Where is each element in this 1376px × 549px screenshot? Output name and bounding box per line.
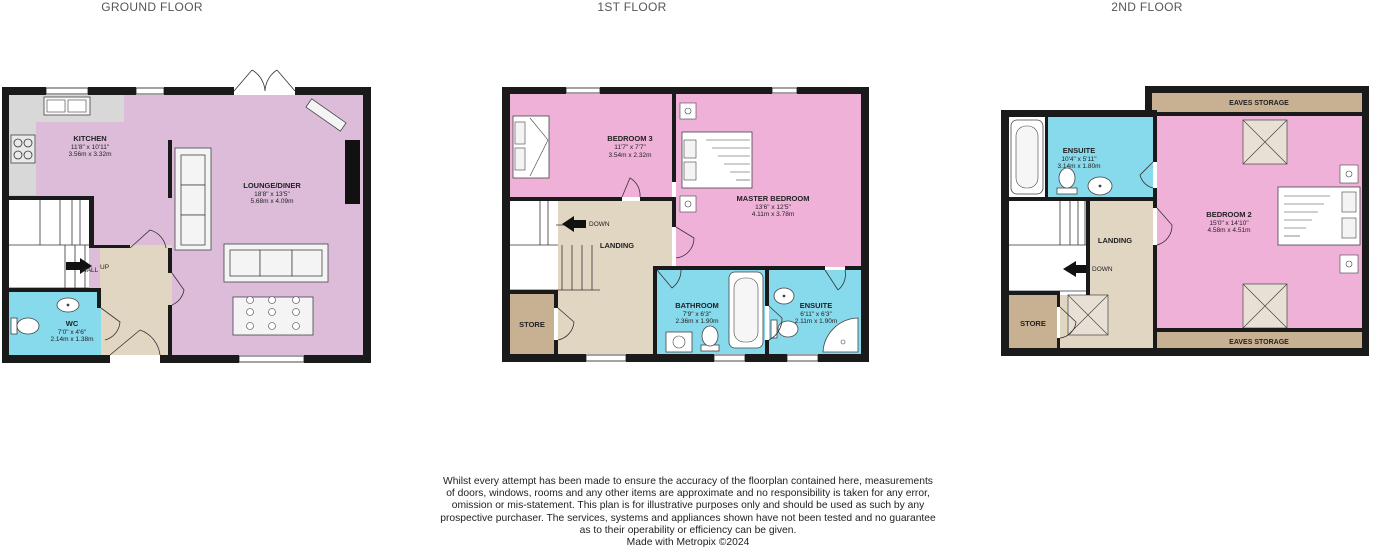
- bedroom3-name: BEDROOM 3: [607, 134, 653, 143]
- ground-stairs-area: [9, 200, 89, 288]
- eaves-top-label: EAVES STORAGE: [1229, 100, 1289, 107]
- ensuite-basin-icon: [774, 288, 794, 304]
- bed3-icon: [513, 116, 549, 178]
- hob-icon: [11, 135, 35, 163]
- ensuite2-bath-icon: [1011, 120, 1043, 194]
- bedroom2-name: BEDROOM 2: [1206, 210, 1252, 219]
- ensuite1-metric: 2.11m x 1.90m: [794, 318, 838, 325]
- bathroom-metric: 2.36m x 1.90m: [675, 318, 719, 325]
- bathroom-toilet-icon: [701, 326, 719, 351]
- up-label: UP: [100, 264, 110, 271]
- second-floor-title: 2ND FLOOR: [1111, 0, 1183, 14]
- second-store-label: STORE: [1020, 319, 1046, 328]
- bathtub-icon: [729, 272, 763, 348]
- second-down-arrow-icon: [1063, 261, 1090, 277]
- french-doors-icon: [234, 70, 295, 91]
- first-down-label: DOWN: [589, 221, 610, 228]
- sofa-right-icon: [224, 244, 328, 282]
- dining-table-icon: [233, 297, 313, 336]
- kitchen-imperial: 11'8" x 10'11": [70, 144, 110, 151]
- ensuite2-imperial: 10'4" x 5'11": [1061, 156, 1097, 163]
- first-stairs-area: [510, 201, 558, 290]
- disclaimer-line: prospective purchaser. The services, systems and appliances shown have not been tested and no guarantee: [440, 512, 936, 524]
- first-store-label: STORE: [519, 320, 545, 329]
- bedroom3-metric: 3.54m x 2.32m: [608, 152, 652, 159]
- master-bedroom-metric: 4.11m x 3.78m: [751, 211, 795, 218]
- second-stairs: [1009, 201, 1090, 291]
- lounge-name: LOUNGE/DINER: [243, 181, 301, 190]
- second-floor: [1001, 0, 1369, 356]
- ensuite2-metric: 3.14m x 1.80m: [1057, 163, 1101, 170]
- ground-floor: [2, 0, 371, 363]
- ensuite2-basin-icon: [1088, 177, 1112, 195]
- bedroom2-metric: 4.58m x 4.51m: [1207, 227, 1251, 234]
- disclaimer-line: as to their operability or efficiency can be given.: [579, 524, 797, 536]
- master-bedroom-name: MASTER BEDROOM: [736, 194, 810, 203]
- master-bedroom-imperial: 13'6" x 12'5": [755, 204, 791, 211]
- sofa-left-icon: [175, 148, 211, 250]
- wc-metric: 2.14m x 1.38m: [50, 336, 94, 343]
- kitchen-name: KITCHEN: [73, 134, 107, 143]
- bathroom-name: BATHROOM: [675, 301, 719, 310]
- hall-fill: [100, 245, 172, 355]
- bathroom-imperial: 7'9" x 6'3": [682, 311, 712, 318]
- kitchen-metric: 3.56m x 3.32m: [68, 151, 112, 158]
- fireplace-icon: [345, 140, 360, 204]
- disclaimer-line: omission or mis-statement. This plan is for illustrative purposes only and should be used as such by any: [451, 500, 925, 512]
- disclaimer: [400, 476, 976, 549]
- disclaimer-line: Whilst every attempt has been made to ensure the accuracy of the floorplan contained here, measurements: [443, 476, 933, 487]
- first-landing-label: LANDING: [599, 241, 635, 250]
- ensuite2-name: ENSUITE: [1062, 146, 1096, 155]
- first-floor-title: 1ST FLOOR: [597, 0, 667, 14]
- lounge-metric: 5.68m x 4.09m: [250, 198, 294, 205]
- ensuite1-name: ENSUITE: [799, 301, 833, 310]
- sink-icon: [44, 97, 90, 115]
- bathroom-basin-icon: [666, 332, 692, 352]
- basin-icon: [57, 298, 79, 312]
- eaves-bottom-label: EAVES STORAGE: [1229, 339, 1289, 346]
- lounge-imperial: 18'8" x 13'5": [254, 191, 290, 198]
- disclaimer-credit: Made with Metropix ©2024: [626, 537, 750, 549]
- wc-name: WC: [65, 319, 79, 328]
- ground-floor-title: GROUND FLOOR: [101, 0, 203, 14]
- first-floor: [502, 0, 869, 362]
- second-down-label: DOWN: [1092, 266, 1113, 273]
- second-landing-label: LANDING: [1097, 236, 1133, 245]
- hall-label: HALL: [82, 267, 99, 274]
- bedroom2-imperial: 15'0" x 14'10": [1209, 220, 1249, 227]
- ensuite1-imperial: 6'11" x 6'3": [800, 311, 832, 318]
- wc-imperial: 7'0" x 4'6": [57, 329, 87, 336]
- bedroom3-imperial: 11'7" x 7'7": [614, 144, 646, 151]
- disclaimer-line: of doors, windows, rooms and any other items are approximate and no responsibility is taken for any error,: [446, 488, 930, 500]
- toilet-icon: [11, 318, 39, 334]
